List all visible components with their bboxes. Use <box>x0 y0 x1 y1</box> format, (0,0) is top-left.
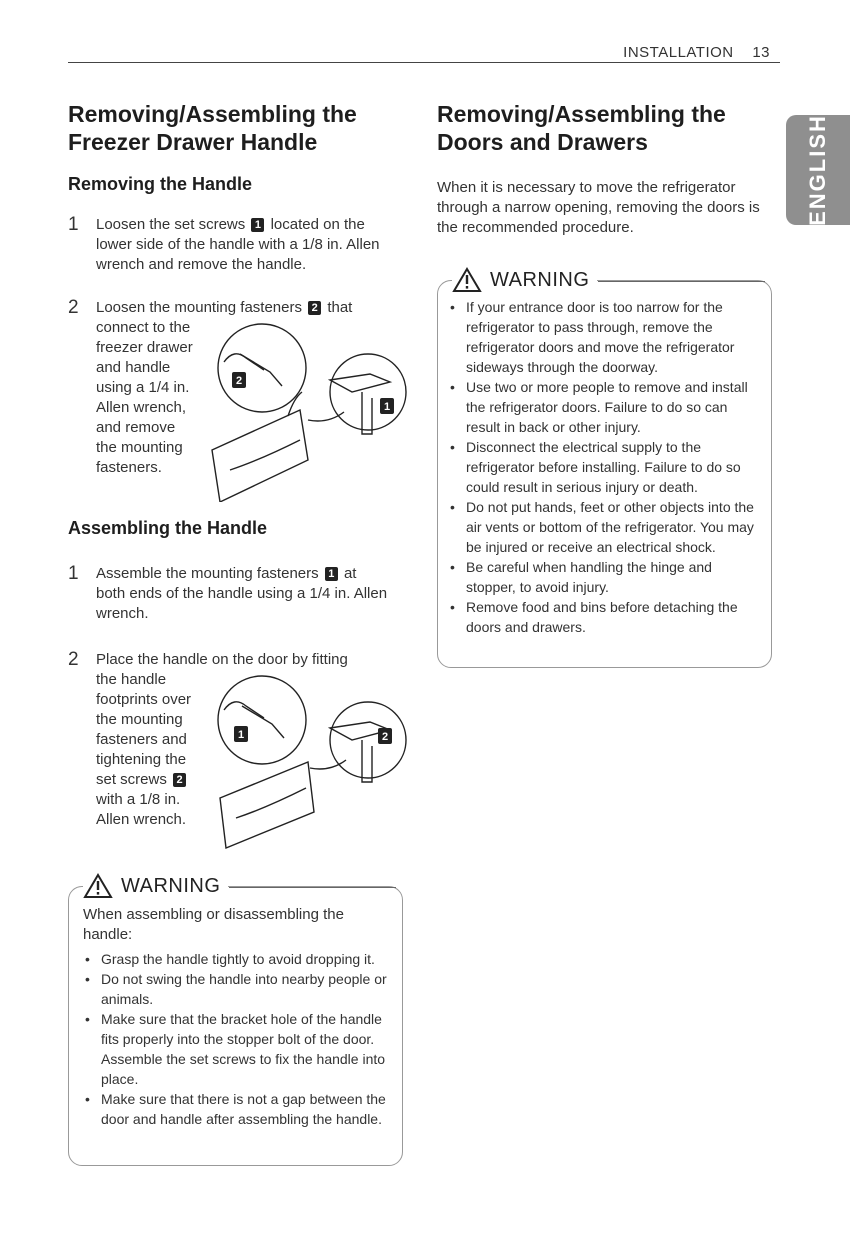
step-number: 2 <box>68 649 79 670</box>
warning-rule <box>598 281 765 282</box>
header-divider <box>68 62 780 63</box>
warning-intro: When assembling or disassembling the handle: <box>83 906 344 943</box>
warning-item: • Make sure that the bracket hole of the handle fits properly into the stopper bolt of the door. Assemble the set screws to fix the handle into place. <box>83 1009 393 1089</box>
warning-item: • Do not swing the handle into nearby people or animals. <box>83 969 393 1009</box>
step-text: the mounting <box>96 439 183 456</box>
doors-warning-box <box>437 268 772 668</box>
warning-list <box>448 297 764 637</box>
step-text: the handle <box>96 671 167 688</box>
handle-warning-box <box>68 874 403 1166</box>
callout-badge: 1 <box>251 218 264 232</box>
step-text: Allen wrench. <box>96 811 187 828</box>
right-title-line2: Doors and Drawers <box>437 129 648 155</box>
step-text: located on the <box>270 216 365 233</box>
warning-triangle-icon <box>452 267 482 293</box>
warning-item: • Use two or more people to remove and install the refrigerator doors. Failure to do so can result in back or other injury. <box>448 377 764 437</box>
warning-item: • Do not put hands, feet or other objects into the air vents or bottom of the refrigerator. You may be injured or receive an electrical shock. <box>448 497 764 557</box>
step-text: set screws <box>96 771 167 788</box>
step-number: 1 <box>68 214 79 235</box>
warning-rule <box>229 887 396 888</box>
step-text: connect to the <box>96 319 191 336</box>
language-tab <box>786 115 850 225</box>
handle-removal-figure <box>200 320 410 502</box>
step-number: 1 <box>68 563 79 584</box>
figure-badge-label: 1 <box>237 729 245 741</box>
zoom-circle-left <box>218 676 306 764</box>
warning-content <box>448 297 764 637</box>
step-text: and remove <box>96 419 176 436</box>
step-text: lower side of the handle with a 1/8 in. Allen <box>96 236 380 253</box>
section-title: INSTALLATION <box>623 44 734 61</box>
handle-bar <box>236 788 306 818</box>
step-text: at <box>343 565 357 582</box>
step-text: and handle <box>96 359 171 376</box>
warning-item: • Remove food and bins before detaching the doors and drawers. <box>448 597 764 637</box>
step-text: footprints over <box>96 691 192 708</box>
step-text: fasteners and <box>96 731 187 748</box>
warning-header <box>83 873 228 899</box>
figure-badge-label: 2 <box>381 731 389 743</box>
figure-badge-label: 2 <box>235 375 243 387</box>
warning-label: WARNING <box>490 268 590 291</box>
drawer-outline <box>212 410 308 502</box>
handle-assembly-figure <box>200 670 410 850</box>
allen-wrench-shape-2 <box>362 392 372 434</box>
step-text: that <box>327 299 353 316</box>
callout-badge: 2 <box>173 773 186 787</box>
step-text: wrench. <box>96 605 149 622</box>
left-title-line2: Freezer Drawer Handle <box>68 129 318 155</box>
warning-item: • If your entrance door is too narrow for the refrigerator to pass through, remove the refrigerator doors and move the refrigerator sideways through the doorway. <box>448 297 764 377</box>
step-text: Place the handle on the door by fitting <box>96 651 348 668</box>
right-title <box>437 100 726 156</box>
step-text: using a 1/4 in. <box>96 379 190 396</box>
step-number: 2 <box>68 297 79 318</box>
step-text: Loosen the set screws <box>96 216 246 233</box>
step-text: fasteners. <box>96 459 162 476</box>
page-number: 13 <box>752 44 770 61</box>
step-text: freezer drawer <box>96 339 193 356</box>
step-text: Loosen the mounting fasteners <box>96 299 302 316</box>
warning-item: • Be careful when handling the hinge and stopper, to avoid injury. <box>448 557 764 597</box>
step-text: with a 1/8 in. <box>96 791 181 808</box>
step-text: both ends of the handle using a 1/4 in. Allen <box>96 585 388 602</box>
warning-item: • Make sure that there is not a gap between the door and handle after assembling the handle. <box>83 1089 393 1129</box>
warning-content <box>83 905 393 1129</box>
zoom-circle-right <box>330 354 406 430</box>
left-title-line1: Removing/Assembling the <box>68 101 357 127</box>
warning-item: • Disconnect the electrical supply to the refrigerator before installing. Failure to do so could result in serious injury or death. <box>448 437 764 497</box>
warning-list <box>83 949 393 1129</box>
drawer-outline <box>220 762 314 848</box>
zoom-circle-right <box>330 702 406 778</box>
figure-badge-label: 1 <box>383 401 391 413</box>
step-text: Assemble the mounting fasteners <box>96 565 319 582</box>
bracket-shape <box>330 374 390 392</box>
right-title-line1: Removing/Assembling the <box>437 101 726 127</box>
assembling-heading: Assembling the Handle <box>68 518 268 538</box>
step-text: Allen wrench, <box>96 399 187 416</box>
step-text: wrench and remove the handle. <box>96 256 307 273</box>
warning-triangle-icon <box>83 873 113 899</box>
warning-label: WARNING <box>121 874 221 897</box>
handle-bar <box>230 440 300 470</box>
warning-item: • Grasp the handle tightly to avoid dropping it. <box>83 949 393 969</box>
step-text: tightening the <box>96 751 187 768</box>
warning-header <box>452 267 597 293</box>
removing-heading: Removing the Handle <box>68 174 253 194</box>
left-title <box>68 100 357 156</box>
step-text: the mounting <box>96 711 183 728</box>
language-tab-label: ENGLISH <box>805 114 830 226</box>
doors-intro-paragraph: When it is necessary to move the refrigerator through a narrow opening, removing the doors is the recommended procedure. <box>437 179 760 236</box>
callout-badge: 2 <box>308 301 321 315</box>
callout-badge: 1 <box>325 567 338 581</box>
page-header <box>623 44 770 61</box>
